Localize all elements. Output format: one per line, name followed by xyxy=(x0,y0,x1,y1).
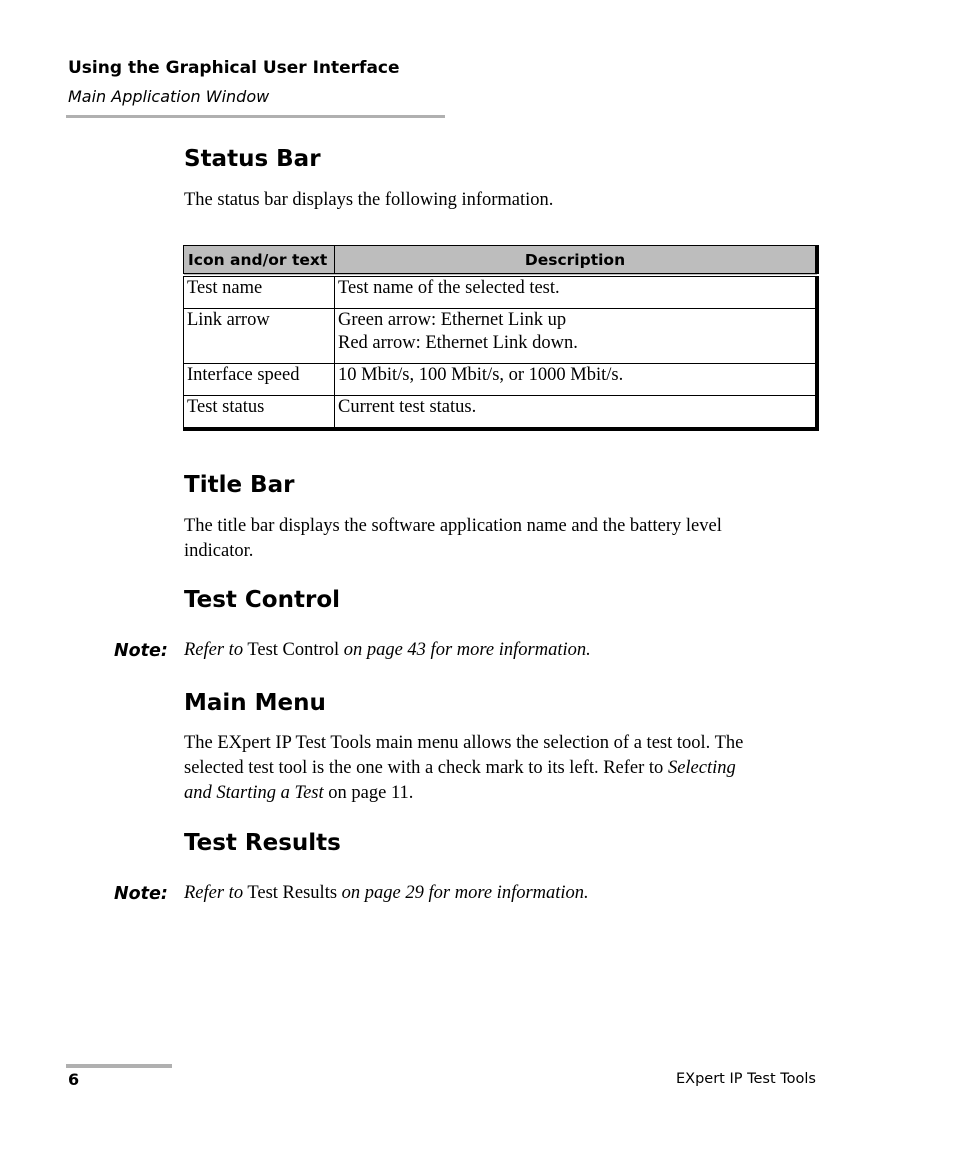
table-cell-description xyxy=(335,275,818,309)
table-header-icon-text: Icon and/or text xyxy=(184,246,335,276)
note-label: Note: xyxy=(114,641,168,661)
starting-test-reference-link[interactable]: and Starting a Test xyxy=(184,783,324,803)
status-bar-heading: Status Bar xyxy=(184,146,321,172)
test-results-note xyxy=(184,883,589,904)
paragraph-line: indicator. xyxy=(184,541,254,561)
paragraph-text: on page 11. xyxy=(328,783,414,803)
table-cell-description xyxy=(335,309,818,364)
chapter-title: Using the Graphical User Interface xyxy=(68,58,400,78)
header-divider xyxy=(66,115,445,118)
table-cell-item: Test status xyxy=(184,396,335,430)
table-cell-description xyxy=(335,396,818,430)
paragraph-line xyxy=(184,756,743,781)
title-bar-paragraph xyxy=(184,514,722,564)
table-row xyxy=(184,396,818,430)
test-control-heading: Test Control xyxy=(184,587,341,613)
table-row xyxy=(184,364,818,396)
title-bar-heading: Title Bar xyxy=(184,472,295,498)
description-line: 10 Mbit/s, 100 Mbit/s, or 1000 Mbit/s. xyxy=(338,365,624,385)
description-line: Red arrow: Ethernet Link down. xyxy=(338,333,578,353)
table-cell-item: Interface speed xyxy=(184,364,335,396)
table-header-row xyxy=(184,246,818,276)
test-results-reference-link[interactable]: Test Results xyxy=(247,883,338,903)
paragraph-line: The EXpert IP Test Tools main menu allows the selection of a test tool. The xyxy=(184,733,744,753)
table-cell-item: Test name xyxy=(184,275,335,309)
page-number: 6 xyxy=(68,1070,80,1089)
status-bar-intro: The status bar displays the following information. xyxy=(184,190,554,210)
main-menu-heading: Main Menu xyxy=(184,690,326,716)
table-row xyxy=(184,275,818,309)
table-row xyxy=(184,309,818,364)
main-menu-paragraph xyxy=(184,731,743,806)
section-subtitle: Main Application Window xyxy=(68,87,270,106)
selecting-reference-link[interactable]: Selecting xyxy=(667,758,736,778)
table-cell-item: Link arrow xyxy=(184,309,335,364)
paragraph-line: The title bar displays the software application name and the battery level xyxy=(184,516,722,536)
description-line: Test name of the selected test. xyxy=(338,278,560,298)
paragraph-line xyxy=(184,781,743,806)
note-prefix: Refer to xyxy=(184,640,244,660)
footer-divider xyxy=(66,1064,172,1068)
paragraph-text: selected test tool is the one with a check mark to its left. Refer to xyxy=(184,758,664,778)
note-label: Note: xyxy=(114,884,168,904)
note-suffix: on page 29 for more information. xyxy=(341,883,589,903)
status-bar-table xyxy=(183,245,819,431)
table-header-description: Description xyxy=(335,246,818,276)
note-suffix: on page 43 for more information. xyxy=(343,640,591,660)
description-line: Green arrow: Ethernet Link up xyxy=(338,310,567,330)
table-cell-description xyxy=(335,364,818,396)
test-control-reference-link[interactable]: Test Control xyxy=(247,640,340,660)
description-line: Current test status. xyxy=(338,397,477,417)
test-control-note xyxy=(184,640,591,661)
note-prefix: Refer to xyxy=(184,883,244,903)
footer-doc-title: EXpert IP Test Tools xyxy=(676,1071,816,1087)
test-results-heading: Test Results xyxy=(184,830,341,856)
